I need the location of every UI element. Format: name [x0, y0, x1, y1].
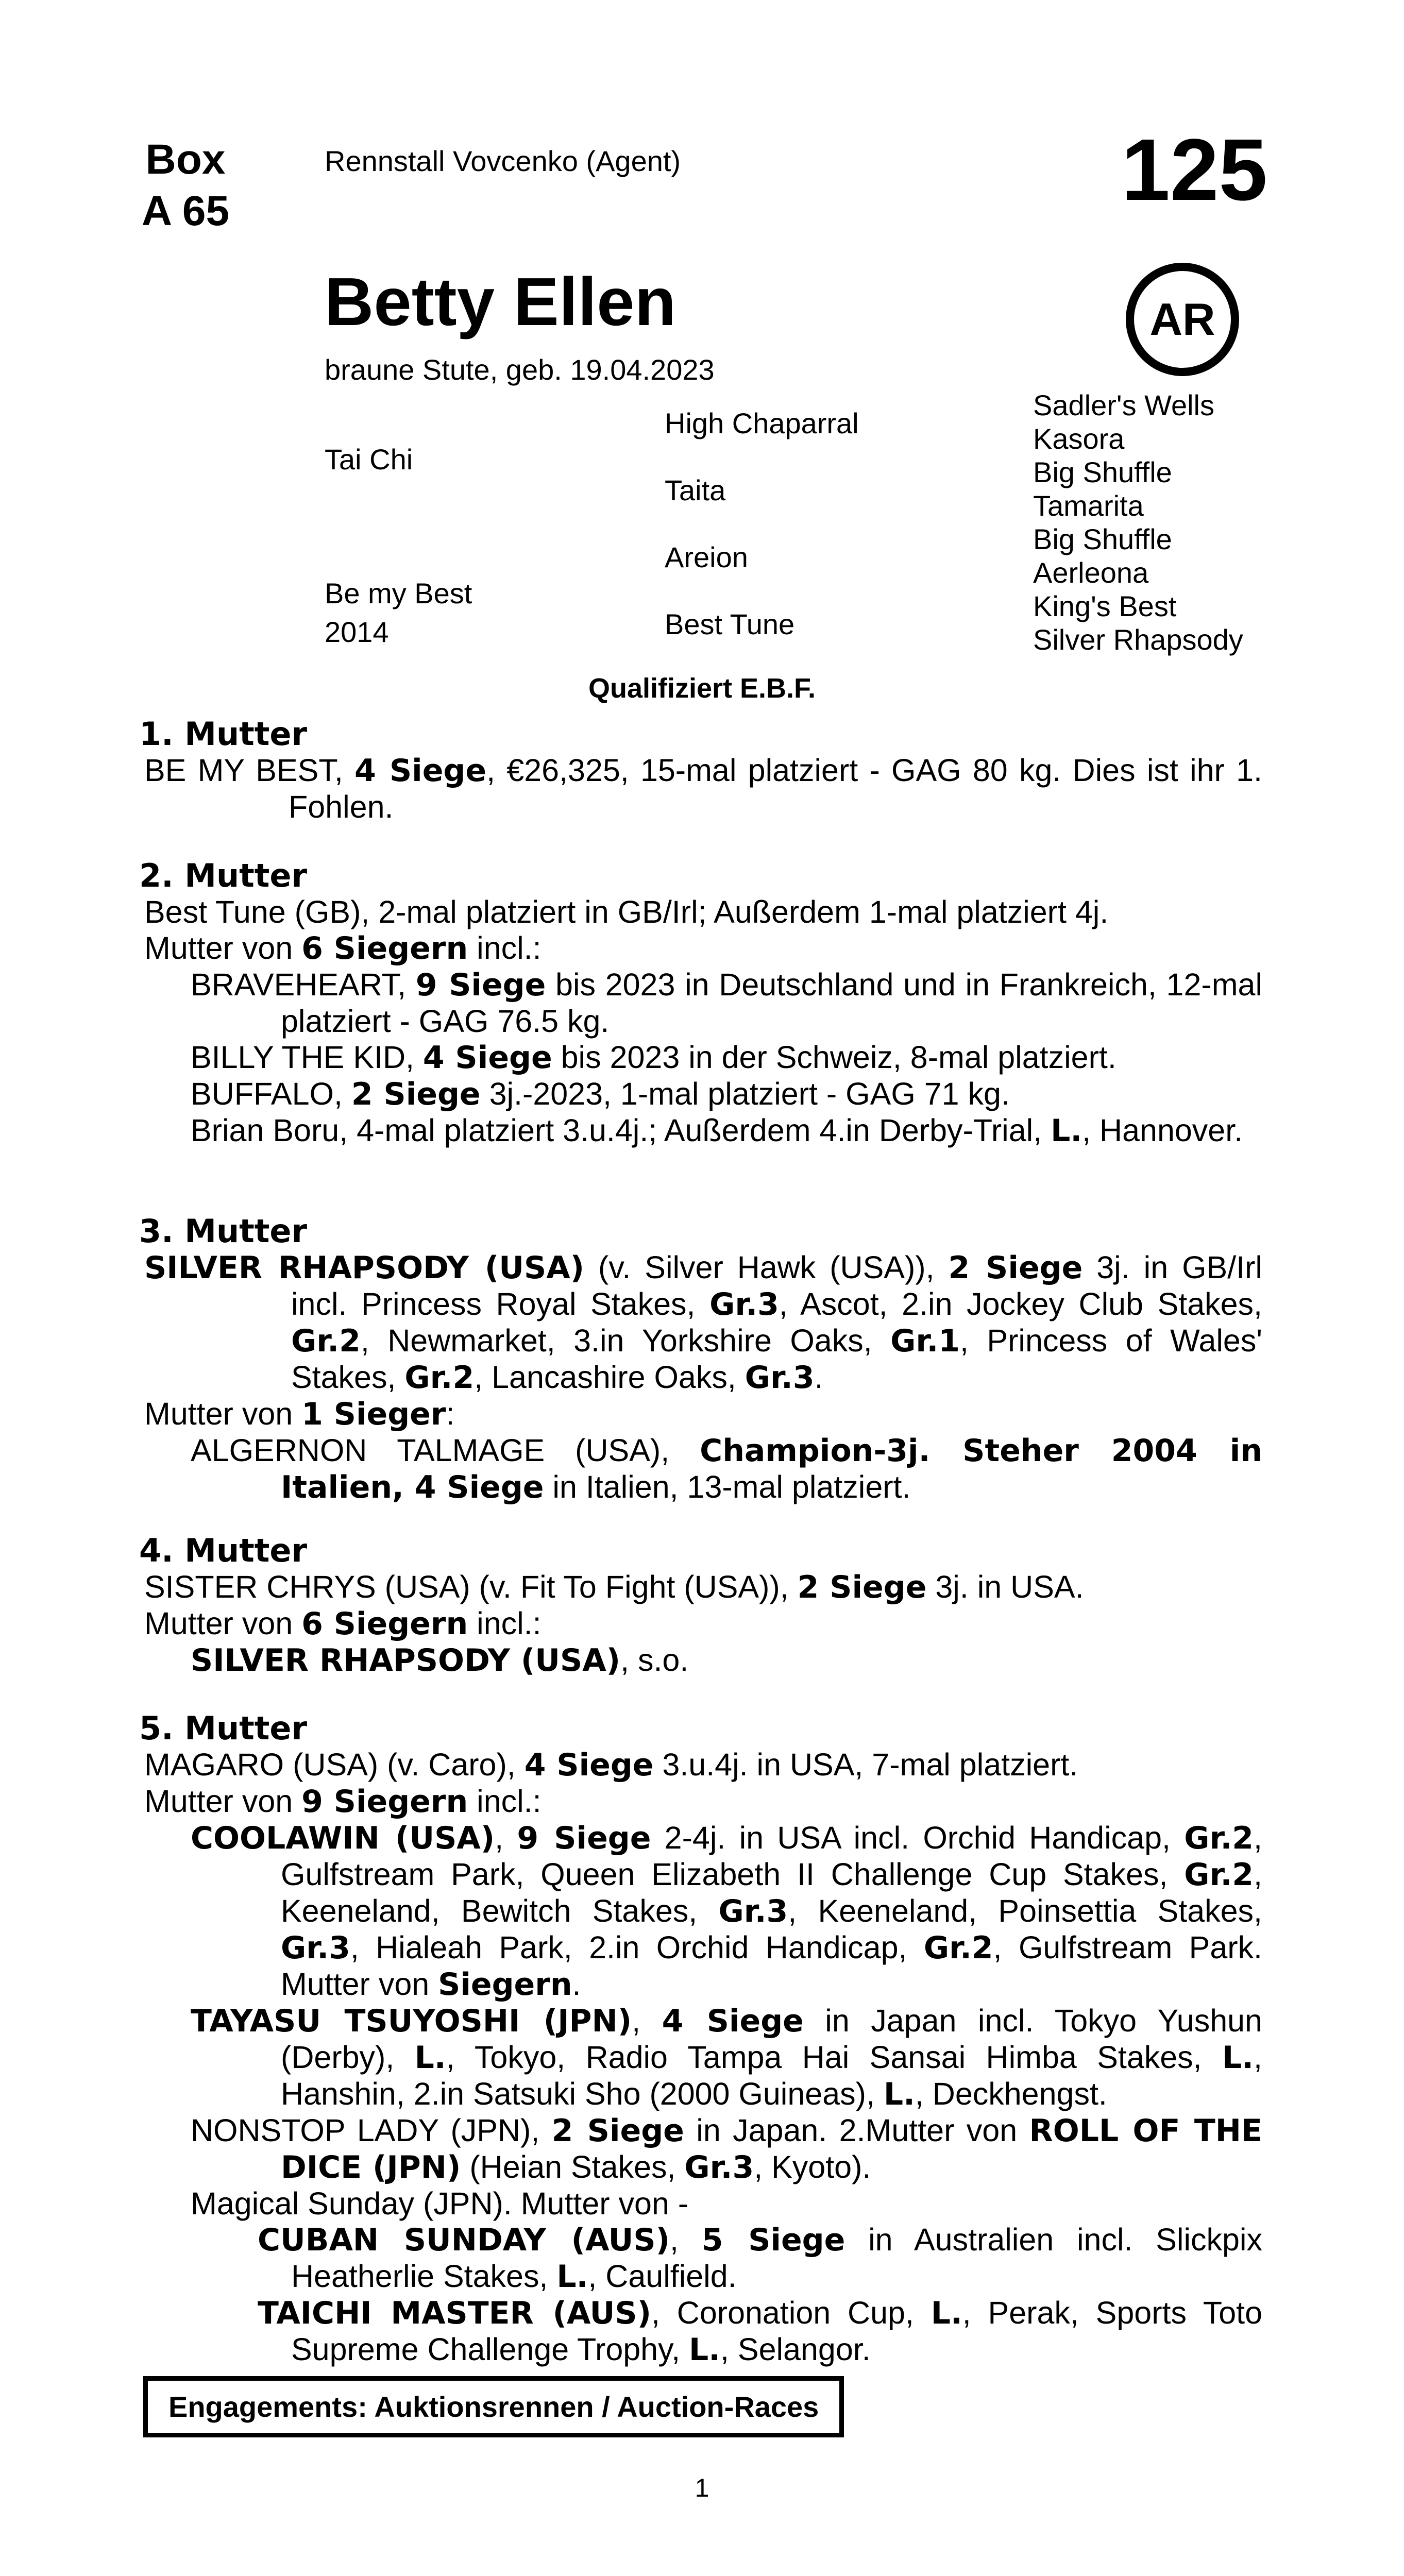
- section-fifth-dam: [139, 1709, 1263, 2368]
- text-run: 2 Siege: [797, 1569, 927, 1605]
- pedigree-dam-year: 2014: [325, 616, 389, 648]
- pedigree-dam-sire: Areion: [665, 541, 748, 573]
- pedigree-g3: Kasora: [1033, 422, 1125, 455]
- text-run: :: [446, 1396, 455, 1431]
- dam-line: [144, 1249, 1262, 1396]
- text-run: 4 Siege: [524, 1747, 654, 1783]
- text-run: MAGARO (USA) (v. Caro),: [144, 1747, 525, 1782]
- dam-line: [144, 1747, 1262, 1783]
- text-run: 3j. in GB/Irl incl. Princess Royal Stakes,: [291, 1250, 1262, 1321]
- text-run: ,: [632, 2003, 662, 2038]
- text-run: 2 Siege: [351, 1076, 481, 1112]
- dam-line: Best Tune (GB), 2-mal platziert in GB/Irl; Außerdem 1-mal platziert 4j.: [144, 894, 1109, 929]
- text-run: Gr.2: [1184, 1820, 1254, 1856]
- box-number: A 65: [141, 188, 230, 234]
- text-run: Gr.3: [718, 1893, 788, 1929]
- text-run: , Keeneland, Bewitch Stakes,: [281, 1857, 1262, 1928]
- text-run: 4 Siege: [662, 2003, 804, 2039]
- section-title: 2. Mutter: [139, 857, 308, 894]
- text-run: in Japan incl. Tokyo Yushun (Derby),: [281, 2003, 1262, 2075]
- badge-text: AR: [1149, 294, 1215, 345]
- text-run: , Ascot, 2.in Jockey Club Stakes,: [779, 1286, 1262, 1321]
- text-run: Gr.2: [404, 1360, 475, 1396]
- text-run: 4 Siege: [422, 1040, 552, 1076]
- text-run: Gr.3: [684, 2149, 754, 2185]
- text-run: BILLY THE KID,: [191, 1040, 423, 1075]
- engagements-box: Engagements: Auktionsrennen / Auction-Races: [143, 2376, 844, 2437]
- page-number: 1: [695, 2473, 709, 2502]
- text-run: , s.o.: [620, 1642, 689, 1677]
- text-run: TAYASU TSUYOSHI (JPN): [191, 2003, 632, 2039]
- text-run: NONSTOP LADY (JPN),: [191, 2113, 552, 2148]
- text-run: 2 Siege: [551, 2113, 684, 2149]
- offspring-item: [144, 2112, 1262, 2185]
- text-run: , Gulfstream Park, Queen Elizabeth II Challenge Cup Stakes,: [281, 1820, 1262, 1892]
- text-run: , Princess of Wales' Stakes,: [291, 1323, 1262, 1395]
- text-run: 3.u.4j. in USA, 7-mal platziert.: [653, 1747, 1078, 1782]
- text-run: Brian Boru, 4-mal platziert 3.u.4j.; Außerdem 4.in Derby-Trial,: [191, 1113, 1051, 1148]
- pedigree-sire-sire: High Chaparral: [665, 407, 859, 439]
- text-run: , Hannover.: [1082, 1113, 1243, 1148]
- text-run: incl.:: [468, 930, 542, 965]
- pedigree-g3: Silver Rhapsody: [1033, 623, 1243, 656]
- text-run: , Deckhengst.: [915, 2076, 1107, 2111]
- dam-line: [144, 1569, 1262, 1605]
- text-run: (v. Silver Hawk (USA)),: [584, 1250, 949, 1285]
- text-run: in Australien incl. Slickpix Heatherlie Stakes,: [291, 2222, 1262, 2294]
- text-run: Gr.1: [890, 1323, 960, 1359]
- text-run: bis 2023 in Deutschland und in Frankreich, 12-mal platziert - GAG 76.5 kg.: [281, 967, 1262, 1039]
- text-run: Gr.3: [745, 1360, 815, 1396]
- text-run: Gr.2: [923, 1930, 993, 1966]
- section-title: 1. Mutter: [139, 715, 308, 753]
- owner: Rennstall Vovcenko (Agent): [325, 145, 681, 177]
- text-run: L.: [414, 2040, 446, 2076]
- text-run: in Japan. 2.Mutter von: [684, 2113, 1029, 2148]
- text-run: .: [814, 1360, 823, 1395]
- text-run: 4 Siege: [354, 753, 487, 789]
- box-title: Box: [145, 136, 226, 183]
- text-run: 2 Siege: [948, 1250, 1083, 1286]
- text-run: L.: [883, 2076, 915, 2112]
- text-run: 6 Siegern: [301, 1606, 468, 1642]
- text-run: ,: [670, 2222, 702, 2257]
- produce-line: [144, 930, 1262, 967]
- text-run: , Gulfstream Park. Mutter von: [281, 1930, 1263, 2002]
- offspring-item: [144, 967, 1262, 1039]
- text-run: Mutter von: [144, 1396, 302, 1431]
- text-run: , Hanshin, 2.in Satsuki Sho (2000 Guineas),: [281, 2040, 1262, 2111]
- text-run: bis 2023 in der Schweiz, 8-mal platziert.: [552, 1040, 1117, 1075]
- qualification: Qualifiziert E.B.F.: [588, 673, 816, 704]
- pedigree-g3: Big Shuffle: [1033, 456, 1172, 488]
- text-run: , Hialeah Park, 2.in Orchid Handicap,: [350, 1930, 924, 1965]
- section-title: 5. Mutter: [139, 1709, 308, 1747]
- text-run: SILVER RHAPSODY (USA): [144, 1250, 585, 1286]
- text-run: Gr.2: [1184, 1857, 1254, 1893]
- text-run: SILVER RHAPSODY (USA): [191, 1642, 621, 1679]
- text-run: ,: [495, 1820, 517, 1855]
- offspring-item: [144, 1432, 1262, 1505]
- text-run: 9 Siege: [517, 1820, 651, 1856]
- text-run: , Caulfield.: [588, 2259, 737, 2294]
- produce-line: [144, 1396, 1262, 1432]
- text-run: Mutter von: [144, 930, 302, 965]
- horse-description: braune Stute, geb. 19.04.2023: [325, 353, 715, 386]
- horse-name: Betty Ellen: [325, 264, 676, 340]
- ar-badge-icon: [1126, 263, 1239, 376]
- text-run: , Perak, Sports Toto Supreme Challenge Trophy,: [291, 2295, 1263, 2367]
- text-run: BUFFALO,: [191, 1076, 351, 1111]
- offspring-item: Magical Sunday (JPN). Mutter von -: [191, 2186, 689, 2221]
- text-run: 2-4j. in USA incl. Orchid Handicap,: [651, 1820, 1185, 1855]
- offspring-item: [144, 1039, 1262, 1076]
- text-run: , Lancashire Oaks,: [474, 1360, 745, 1395]
- text-run: L.: [688, 2332, 721, 2368]
- text-run: 3j. in USA.: [926, 1569, 1084, 1604]
- text-run: .: [572, 1967, 581, 2002]
- text-run: BRAVEHEART,: [191, 967, 416, 1002]
- text-run: ROLL OF THE DICE (JPN): [281, 2113, 1262, 2185]
- pedigree-g3: Tamarita: [1033, 489, 1144, 522]
- offspring-item: [144, 1112, 1262, 1149]
- text-run: , Kyoto).: [754, 2149, 871, 2184]
- text-run: L.: [1222, 2040, 1254, 2076]
- pedigree-g3: Big Shuffle: [1033, 523, 1172, 555]
- pedigree-g3: Aerleona: [1033, 556, 1149, 589]
- offspring-item: [144, 1820, 1262, 2003]
- text-run: SISTER CHRYS (USA) (v. Fit To Fight (USA)),: [144, 1569, 798, 1604]
- pedigree-sire: Tai Chi: [325, 443, 413, 476]
- text-run: Gr.3: [281, 1930, 350, 1966]
- text-run: L.: [556, 2259, 588, 2295]
- text-run: 1 Sieger: [301, 1396, 446, 1432]
- text-run: ALGERNON TALMAGE (USA),: [191, 1433, 700, 1468]
- text-run: 9 Siegern: [301, 1784, 468, 1820]
- section-third-dam: [139, 1212, 1262, 1505]
- text-run: Mutter von: [144, 1606, 302, 1641]
- text-run: 3j.-2023, 1-mal platziert - GAG 71 kg.: [480, 1076, 1010, 1111]
- text-run: L.: [931, 2295, 962, 2331]
- text-run: Champion-3j. Steher 2004 in Italien, 4 Siege: [281, 1433, 1262, 1505]
- text-run: BE MY BEST,: [144, 753, 355, 788]
- text-run: Siegern: [438, 1967, 572, 2003]
- pedigree-g3: King's Best: [1033, 590, 1177, 622]
- pedigree-sire-dam: Taita: [665, 474, 726, 506]
- produce-line: [144, 1605, 1262, 1642]
- offspring-item: [144, 1076, 1262, 1112]
- produce-line: [144, 1783, 1262, 1820]
- text-run: L.: [1051, 1113, 1082, 1149]
- section-first-dam: [139, 715, 1262, 825]
- offspring-item: [144, 2003, 1262, 2112]
- pedigree-dam: Be my Best: [325, 577, 472, 609]
- text-run: in Italien, 13-mal platziert.: [544, 1469, 911, 1504]
- dam-line: [144, 752, 1262, 825]
- text-run: 5 Siege: [701, 2222, 845, 2258]
- box-label: [124, 134, 247, 237]
- pedigree-g3: Sadler's Wells: [1033, 389, 1214, 421]
- text-run: , Coronation Cup,: [651, 2295, 931, 2330]
- text-run: TAICHI MASTER (AUS): [258, 2295, 651, 2331]
- offspring-item: [144, 1642, 1262, 1679]
- pedigree-dam-dam: Best Tune: [665, 608, 795, 640]
- text-run: COOLAWIN (USA): [191, 1820, 495, 1856]
- text-run: , Newmarket, 3.in Yorkshire Oaks,: [360, 1323, 891, 1358]
- grand-offspring-item: [144, 2222, 1262, 2295]
- lot-number: 125: [1121, 121, 1267, 219]
- text-run: , Selangor.: [720, 2332, 871, 2367]
- section-title: 3. Mutter: [139, 1212, 308, 1250]
- text-run: Gr.3: [709, 1286, 779, 1323]
- text-run: Mutter von: [144, 1784, 302, 1819]
- text-run: incl.:: [468, 1606, 542, 1641]
- text-run: , €26,325, 15-mal platziert - GAG 80 kg. Dies ist ihr 1. Fohlen.: [289, 753, 1262, 824]
- text-run: 6 Siegern: [301, 930, 468, 967]
- text-run: 9 Siege: [415, 967, 546, 1003]
- grand-offspring-item: [144, 2295, 1262, 2368]
- text-run: , Keeneland, Poinsettia Stakes,: [788, 1893, 1263, 1928]
- section-fourth-dam: [139, 1532, 1262, 1679]
- section-second-dam: [139, 857, 1262, 1149]
- text-run: (Heian Stakes,: [461, 2149, 685, 2184]
- text-run: , Tokyo, Radio Tampa Hai Sansai Himba Stakes,: [446, 2040, 1223, 2075]
- section-title: 4. Mutter: [139, 1532, 308, 1569]
- text-run: Gr.2: [291, 1323, 361, 1359]
- text-run: CUBAN SUNDAY (AUS): [258, 2222, 670, 2258]
- text-run: incl.:: [468, 1784, 542, 1819]
